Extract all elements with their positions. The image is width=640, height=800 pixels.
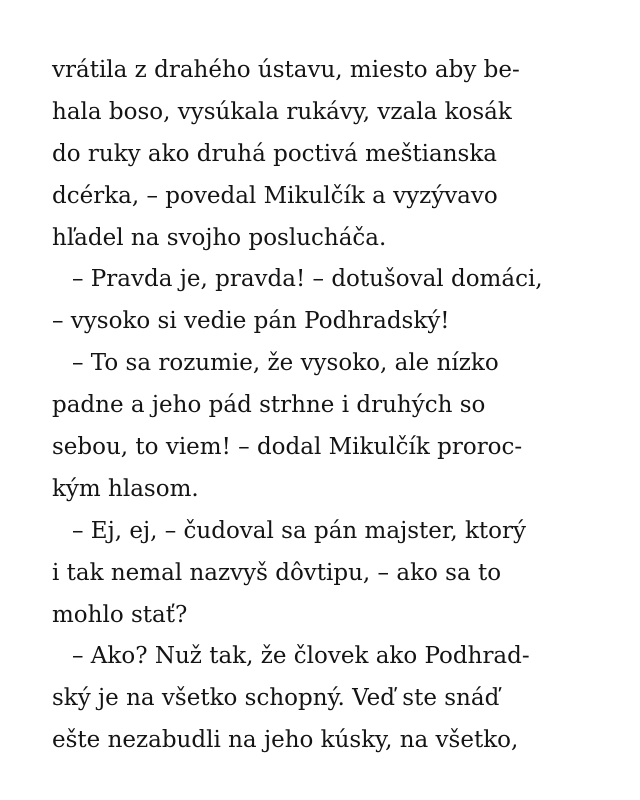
text-line: mohlo stať?	[52, 601, 188, 628]
text-line: – Ako? Nuž tak, že človek ako Podhrad-	[72, 643, 530, 670]
text-line: ešte nezabudli na jeho kúsky, na všetko,	[52, 727, 519, 754]
text-line: – Pravda je, pravda! – dotušoval domáci,	[72, 266, 543, 293]
text-line: vrátila z drahého ústavu, miesto aby be-	[52, 57, 520, 83]
text-line: kým hlasom.	[52, 475, 199, 502]
text-line: i tak nemal nazvyš dôvtipu, – ako sa to	[52, 559, 502, 586]
text-line: hala boso, vysúkala rukávy, vzala kosák	[52, 98, 512, 125]
text-line: do ruky ako druhá poctivá meštianska	[52, 140, 497, 167]
text-line: sebou, to viem! – dodal Mikulčík proroc-	[52, 434, 523, 461]
text-line: ský je na všetko schopný. Veď ste snáď	[52, 685, 500, 712]
text-line: hľadel na svojho poslucháča.	[52, 224, 387, 251]
text-line: – vysoko si vedie pán Podhradský!	[52, 308, 450, 335]
text-line: dcérka, – povedal Mikulčík a vyzývavo	[52, 182, 498, 209]
text-line: padne a jeho pád strhne i druhých so	[52, 392, 486, 419]
text-line: – Ej, ej, – čudoval sa pán majster, ktorý	[72, 517, 526, 544]
body-text	[52, 50, 592, 762]
text-line: – To sa rozumie, že vysoko, ale nízko	[72, 350, 499, 377]
